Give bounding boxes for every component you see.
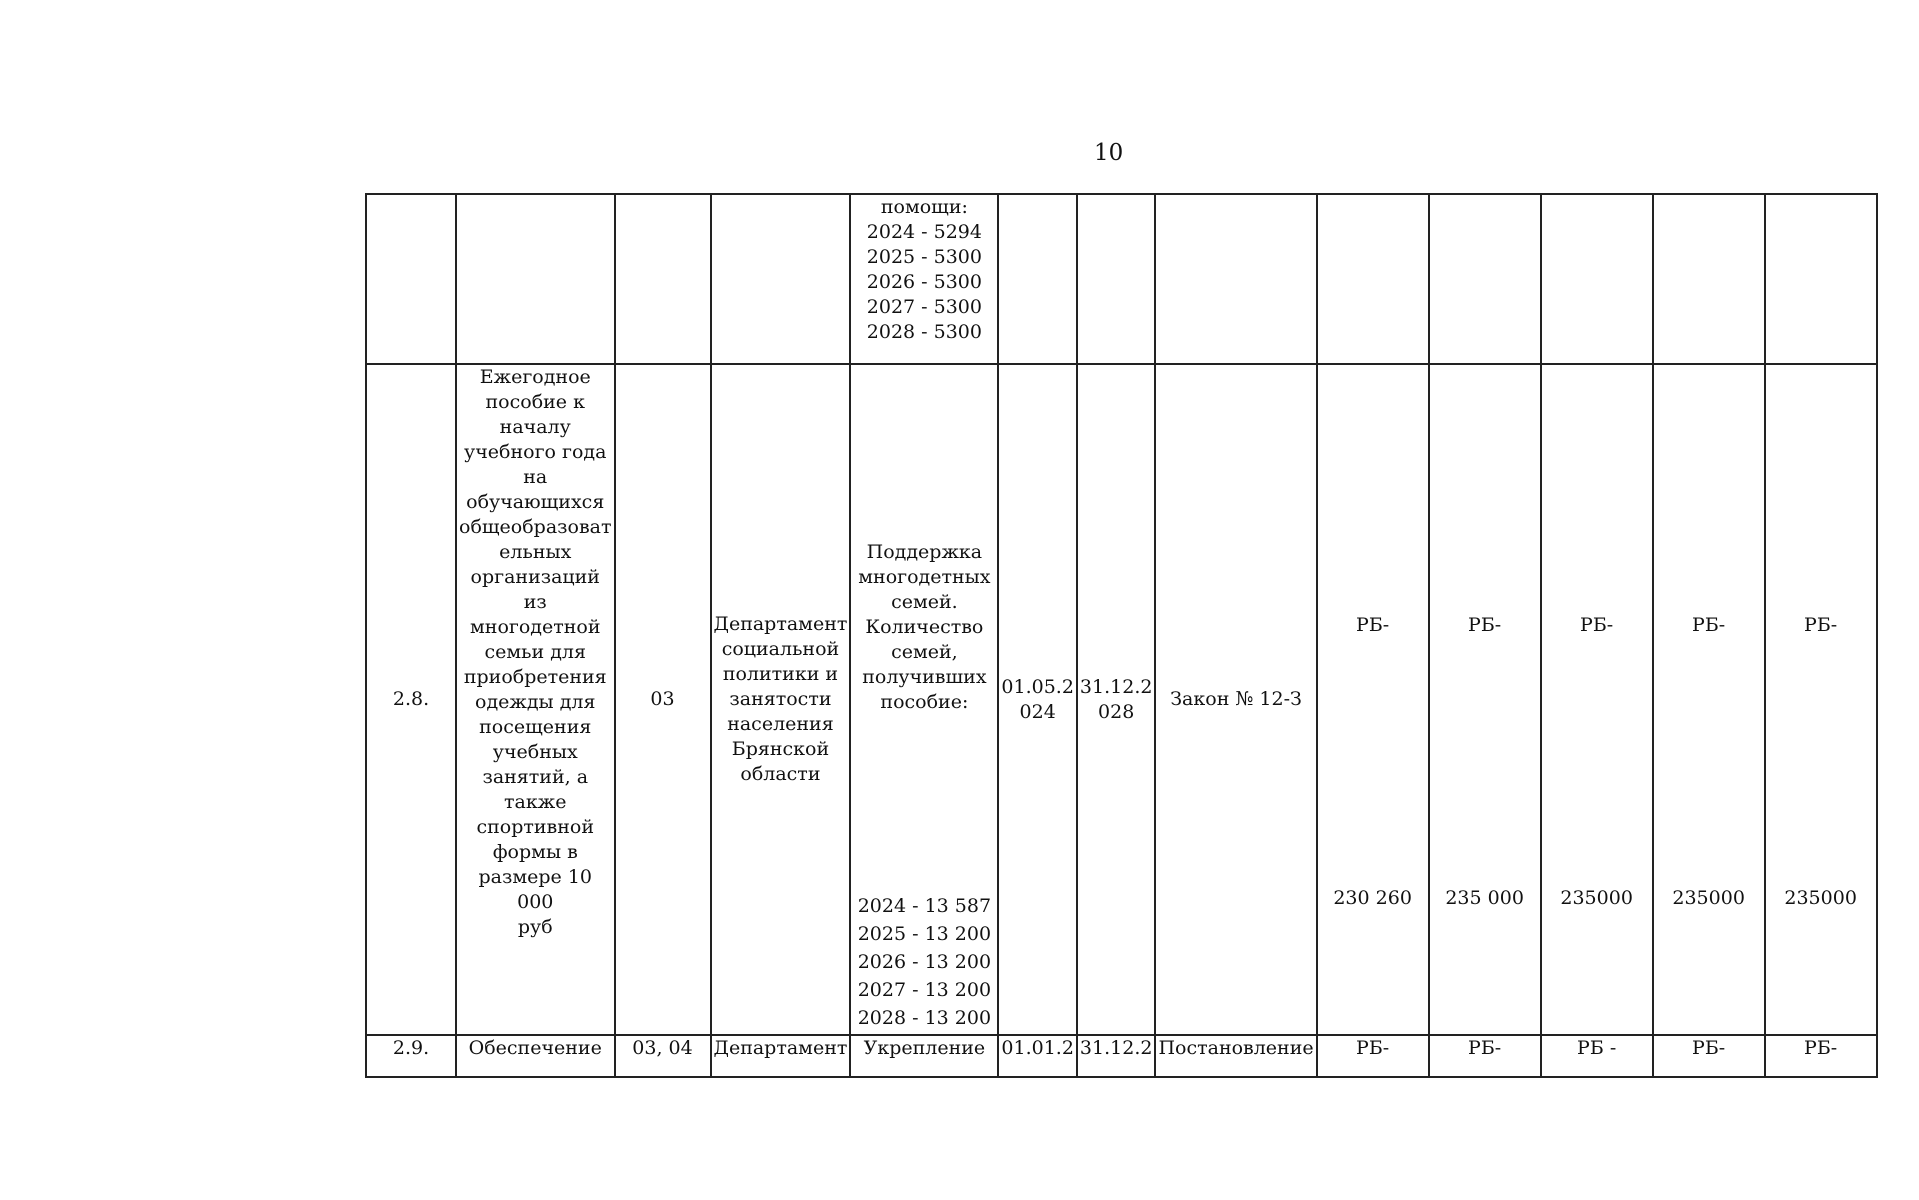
end-line: 028 bbox=[1098, 700, 1135, 723]
name-line: приобретения bbox=[463, 666, 607, 688]
name-line: размере 10 000 bbox=[478, 866, 592, 913]
cell-number bbox=[366, 194, 456, 364]
indicator-line: 2027 - 5300 bbox=[866, 296, 982, 318]
name-line: спортивной bbox=[476, 816, 595, 838]
cell-start bbox=[998, 364, 1077, 1035]
name-line: общеобразоват bbox=[459, 516, 612, 538]
executor-line: занятости bbox=[729, 688, 832, 710]
fund-source: РБ- bbox=[1692, 614, 1726, 636]
indicator-line: Количество bbox=[865, 616, 984, 638]
indicator-year: 2024 - 13 587 bbox=[857, 895, 992, 917]
cell-indicator: Укрепление bbox=[850, 1035, 998, 1077]
end-line: 31.12.2 bbox=[1079, 675, 1153, 698]
cell-code: 03, 04 bbox=[615, 1035, 711, 1077]
cell-executor: Департамент bbox=[711, 1035, 851, 1077]
cell-executor bbox=[711, 364, 851, 1035]
name-line: Ежегодное bbox=[479, 366, 591, 388]
fund-source: РБ- bbox=[1468, 614, 1502, 636]
cell-start: 01.01.2 bbox=[998, 1035, 1077, 1077]
name-line: занятий, а bbox=[482, 766, 589, 788]
executor-line: населения bbox=[727, 713, 834, 735]
name-line: учебных bbox=[492, 741, 578, 763]
cell-indicator bbox=[850, 194, 998, 364]
fund-amount: 235000 bbox=[1784, 887, 1857, 909]
name-line: ельных bbox=[499, 541, 572, 563]
executor-line: Департамент bbox=[713, 613, 848, 635]
cell-fund: РБ- bbox=[1317, 1035, 1429, 1077]
fund-amount: 230 260 bbox=[1333, 887, 1412, 909]
cell-fund bbox=[1653, 194, 1765, 364]
cell-fund bbox=[1317, 364, 1429, 1035]
cell-fund bbox=[1541, 194, 1653, 364]
indicator-year: 2027 - 13 200 bbox=[857, 979, 992, 1001]
start-line: 024 bbox=[1019, 700, 1056, 723]
start-line: 01.05.2 bbox=[1001, 675, 1074, 698]
cell-fund: РБ - bbox=[1541, 1035, 1653, 1077]
name-line: руб bbox=[517, 916, 553, 938]
indicator-line: многодетных bbox=[858, 566, 991, 588]
cell-executor bbox=[711, 194, 851, 364]
fund-source: РБ- bbox=[1580, 614, 1614, 636]
name-line: на bbox=[523, 466, 548, 488]
indicator-line: Поддержка bbox=[866, 541, 983, 563]
indicator-year: 2026 - 13 200 bbox=[857, 951, 992, 973]
indicator-line: семей. bbox=[891, 591, 958, 613]
cell-fund bbox=[1317, 194, 1429, 364]
indicator-line: 2026 - 5300 bbox=[866, 271, 982, 293]
cell-basis bbox=[1155, 194, 1316, 364]
indicator-line: помощи: bbox=[880, 196, 968, 218]
table-row-continuation bbox=[366, 194, 1877, 364]
indicator-line: семей, bbox=[891, 641, 958, 663]
cell-number: 2.8. bbox=[366, 364, 456, 1035]
indicator-line: 2028 - 5300 bbox=[866, 321, 982, 343]
indicator-year: 2028 - 13 200 bbox=[857, 1007, 992, 1029]
cell-fund bbox=[1765, 364, 1877, 1035]
executor-line: политики и bbox=[722, 663, 839, 685]
name-line: формы в bbox=[492, 841, 578, 863]
table-row-2-9 bbox=[366, 1035, 1877, 1077]
executor-line: социальной bbox=[721, 638, 840, 660]
cell-start bbox=[998, 194, 1077, 364]
cell-fund: РБ- bbox=[1765, 1035, 1877, 1077]
name-line: семьи для bbox=[484, 641, 586, 663]
cell-end bbox=[1077, 364, 1156, 1035]
fund-amount: 235 000 bbox=[1445, 887, 1524, 909]
cell-code bbox=[615, 194, 711, 364]
fund-amount: 235000 bbox=[1560, 887, 1633, 909]
executor-line: Брянской bbox=[731, 738, 830, 760]
table-row-2-8 bbox=[366, 364, 1877, 1035]
cell-fund bbox=[1765, 194, 1877, 364]
cell-fund bbox=[1429, 364, 1541, 1035]
cell-fund: РБ- bbox=[1653, 1035, 1765, 1077]
name-line: пособие к bbox=[485, 391, 585, 413]
name-line: обучающихся bbox=[466, 491, 605, 513]
page-number: 10 bbox=[1094, 140, 1124, 166]
cell-end bbox=[1077, 194, 1156, 364]
name-line: посещения bbox=[479, 716, 592, 738]
name-line: учебного года bbox=[464, 441, 607, 463]
fund-source: РБ- bbox=[1356, 614, 1390, 636]
indicator-year: 2025 - 13 200 bbox=[857, 923, 992, 945]
measures-table-wrapper bbox=[365, 193, 1878, 1078]
cell-fund bbox=[1429, 194, 1541, 364]
cell-basis: Закон № 12-З bbox=[1155, 364, 1316, 1035]
cell-name bbox=[456, 194, 615, 364]
indicator-line: 2024 - 5294 bbox=[866, 221, 982, 243]
cell-fund bbox=[1541, 364, 1653, 1035]
name-line: многодетной bbox=[470, 616, 601, 638]
name-line: также bbox=[504, 791, 567, 813]
executor-line: области bbox=[740, 763, 821, 785]
cell-name bbox=[456, 364, 615, 1035]
indicator-line: пособие: bbox=[880, 691, 969, 713]
cell-fund: РБ- bbox=[1429, 1035, 1541, 1077]
cell-fund bbox=[1653, 364, 1765, 1035]
cell-name: Обеспечение bbox=[456, 1035, 615, 1077]
cell-indicator bbox=[850, 364, 998, 1035]
fund-amount: 235000 bbox=[1672, 887, 1745, 909]
cell-code: 03 bbox=[615, 364, 711, 1035]
cell-number: 2.9. bbox=[366, 1035, 456, 1077]
measures-table bbox=[365, 193, 1878, 1078]
cell-end: 31.12.2 bbox=[1077, 1035, 1156, 1077]
name-line: одежды для bbox=[475, 691, 596, 713]
name-line: организаций из bbox=[470, 566, 600, 613]
fund-source: РБ- bbox=[1804, 614, 1838, 636]
cell-basis: Постановление bbox=[1155, 1035, 1316, 1077]
indicator-line: получивших bbox=[862, 666, 987, 688]
name-line: началу bbox=[499, 416, 571, 438]
indicator-line: 2025 - 5300 bbox=[866, 246, 982, 268]
